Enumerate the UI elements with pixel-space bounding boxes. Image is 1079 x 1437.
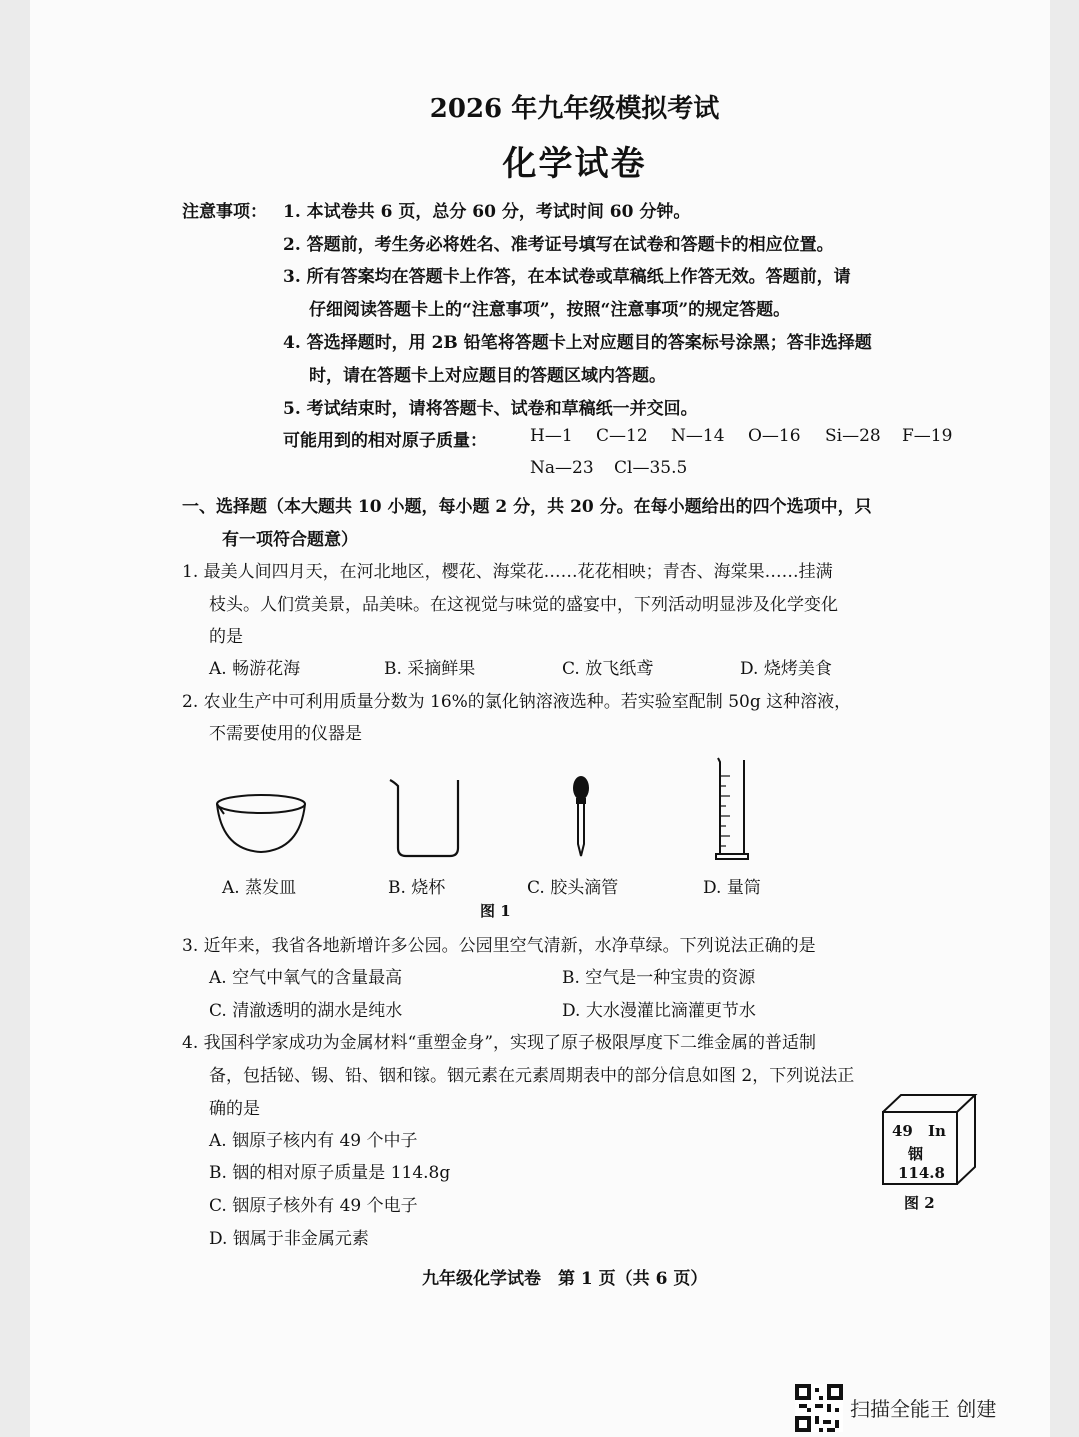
option-d: D. 烧烤美食 [740, 659, 832, 679]
option-b: B. 空气是一种宝贵的资源 [562, 968, 756, 988]
question-text: 4. 我国科学家成功为金属材料“重塑金身”，实现了原子极限厚度下二维金属的普适制 [182, 1033, 817, 1053]
option-a: A. 畅游花海 [209, 659, 301, 679]
figure1-label-a: A. 蒸发皿 [222, 878, 297, 898]
notice-line: 5. 考试结束时，请将答题卡、试卷和草稿纸一并交回。 [283, 399, 698, 419]
atomic-mass: Cl—35.5 [614, 458, 688, 478]
notice-line: 时，请在答题卡上对应题目的答题区域内答题。 [309, 366, 666, 386]
atomic-mass: Si—28 [825, 426, 881, 446]
question-text: 备，包括铋、锡、铅、铟和镓。铟元素在元素周期表中的部分信息如图 2，下列说法正 [209, 1066, 855, 1086]
subject-title: 化学试卷 [502, 144, 647, 184]
question-text: 不需要使用的仪器是 [209, 724, 362, 744]
notice-line: 仔细阅读答题卡上的“注意事项”，按照“注意事项”的规定答题。 [309, 300, 791, 320]
notice-label: 注意事项： [182, 202, 267, 222]
notice-line: 3. 所有答案均在答题卡上作答，在本试卷或草稿纸上作答无效。答题前，请 [283, 267, 851, 287]
notice-line: 4. 答选择题时，用 2B 铅笔将答题卡上对应题目的答案标号涂黑；答非选择题 [283, 333, 872, 353]
question-text: 确的是 [209, 1099, 260, 1119]
question-text: 枝头。人们赏美景，品美味。在这视觉与味觉的盛宴中，下列活动明显涉及化学变化 [209, 595, 838, 615]
atomic-mass: N—14 [671, 426, 725, 446]
figure1-label-d: D. 量筒 [703, 878, 761, 898]
atomic-mass: Na—23 [530, 458, 594, 478]
option-b: B. 铟的相对原子质量是 114.8g [209, 1163, 451, 1183]
graduated-cylinder-figure [712, 756, 752, 862]
figure1-label-c: C. 胶头滴管 [527, 878, 619, 898]
option-c: C. 清澈透明的湖水是纯水 [209, 1001, 403, 1021]
option-b: B. 采摘鲜果 [384, 659, 476, 679]
page-footer: 九年级化学试卷 第 1 页（共 6 页） [422, 1269, 708, 1289]
option-d: D. 铟属于非金属元素 [209, 1229, 369, 1249]
evaporating-dish-figure [214, 792, 308, 856]
notice-line: 2. 答题前，考生务必将姓名、准考证号填写在试卷和答题卡的相应位置。 [283, 235, 834, 255]
element-mass: 114.8 [898, 1164, 945, 1182]
element-cell-figure [880, 1092, 978, 1188]
option-a: A. 空气中氧气的含量最高 [209, 968, 403, 988]
option-a: A. 铟原子核内有 49 个中子 [209, 1131, 418, 1151]
notice-line: 1. 本试卷共 6 页，总分 60 分，考试时间 60 分钟。 [283, 202, 691, 222]
question-text: 3. 近年来，我省各地新增许多公园。公园里空气清新，水净草绿。下列说法正确的是 [182, 936, 816, 956]
exam-title: 2026 年九年级模拟考试 [429, 94, 720, 124]
dropper-figure [566, 774, 596, 858]
element-number: 49 [892, 1122, 913, 1140]
scanner-watermark: 扫描全能王 创建 [850, 1397, 997, 1421]
question-text: 1. 最美人间四月天，在河北地区，樱花、海棠花……花花相映；青杏、海棠果……挂满 [182, 562, 833, 582]
atomic-mass: H—1 [530, 426, 573, 446]
atomic-mass: O—16 [748, 426, 801, 446]
section-heading: 有一项符合题意） [222, 530, 358, 550]
figure2-caption: 图 2 [904, 1194, 935, 1212]
beaker-figure [386, 776, 466, 860]
option-c: C. 铟原子核外有 49 个电子 [209, 1196, 418, 1216]
qr-code-icon [795, 1384, 843, 1432]
element-name: 铟 [908, 1145, 924, 1163]
figure1-label-b: B. 烧杯 [388, 878, 446, 898]
atomic-mass-label: 可能用到的相对原子质量： [283, 431, 487, 451]
option-d: D. 大水漫灌比滴灌更节水 [562, 1001, 756, 1021]
atomic-mass: F—19 [902, 426, 953, 446]
element-symbol: In [928, 1122, 946, 1140]
question-text: 2. 农业生产中可利用质量分数为 16%的氯化钠溶液选种。若实验室配制 50g 这种溶液， [182, 692, 852, 712]
section-heading: 一、选择题（本大题共 10 小题，每小题 2 分，共 20 分。在每小题给出的四个选项中，只 [182, 497, 872, 517]
question-text: 的是 [209, 627, 243, 647]
option-c: C. 放飞纸鸢 [562, 659, 654, 679]
figure1-caption: 图 1 [480, 902, 511, 920]
atomic-mass: C—12 [596, 426, 648, 446]
